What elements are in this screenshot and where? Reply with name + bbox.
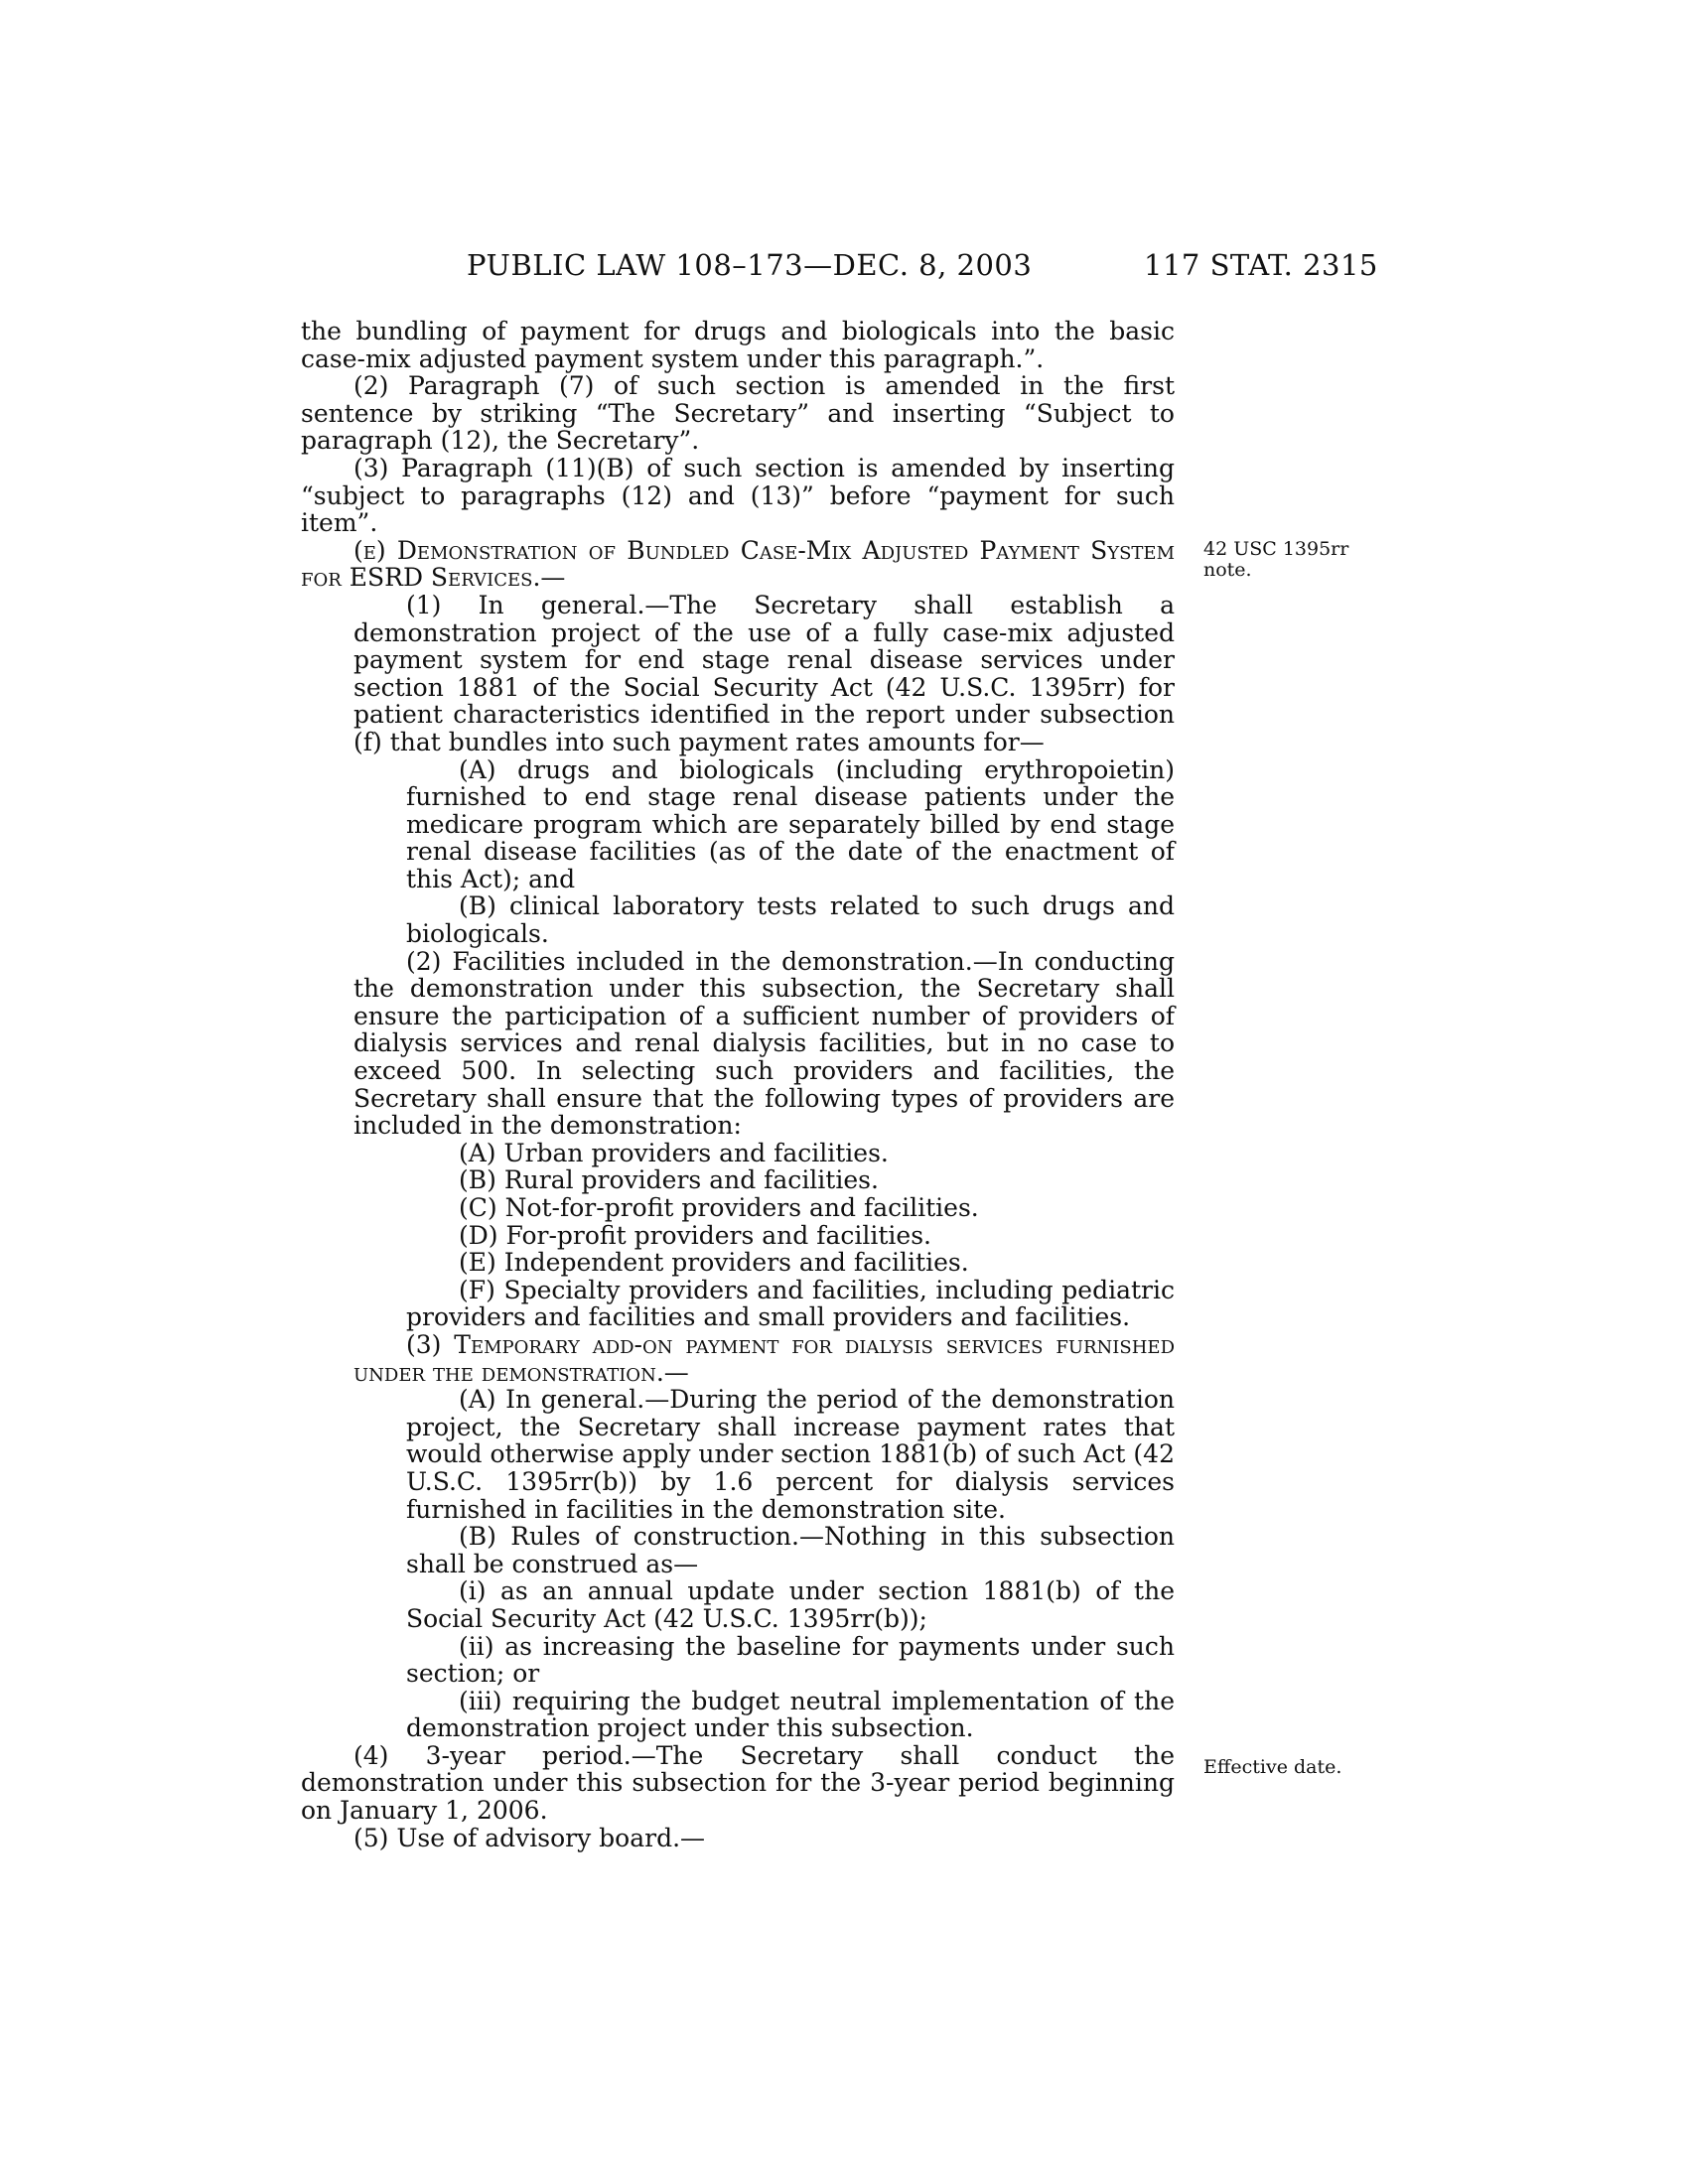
subparagraph-e1-B: (B) clinical laboratory tests related to such drugs and biologicals. — [406, 891, 1175, 949]
subsection-e-heading: (e) Demonstration of Bundled Case-Mix Adjusted Payment System for ESRD Services.— — [301, 535, 1175, 593]
subparagraph-e3-A: (A) In general.—During the period of the demonstration project, the Secretary shall increase payment rates that would otherwise apply under section 1881(b) of such Act (42 U.S.C. 1395rr(b)) by 1.6 percent for dialysis services furnished in facilities in the demonstration site. — [406, 1385, 1175, 1524]
clause-iii: (iii) requiring the budget neutral implementation of the demonstration project under this subsection. — [406, 1686, 1175, 1743]
subparagraph-e3-B: (B) Rules of construction.—Nothing in this subsection shall be construed as— — [406, 1522, 1175, 1578]
list-item-urban: (A) Urban providers and facilities. — [459, 1138, 889, 1167]
clause-i: (i) as an annual update under section 1881(b) of the Social Security Act (42 U.S.C. 1395rr(b)); — [406, 1576, 1175, 1633]
clause-ii: (ii) as increasing the baseline for payments under such section; or — [406, 1631, 1175, 1689]
running-head-page-ref: 117 STAT. 2315 — [1144, 248, 1378, 282]
margin-note-effective-date: Effective date. — [1203, 1756, 1342, 1778]
list-item-for-profit: (D) For-profit providers and facilities. — [459, 1220, 931, 1250]
list-item-not-for-profit: (C) Not-for-profit providers and facilities. — [459, 1193, 979, 1222]
margin-note-usc: 42 USC 1395rr note. — [1203, 538, 1349, 581]
paragraph-d2: (2) Paragraph (7) of such section is amended in the first sentence by striking “The Secretary” and inserting “Subject to paragraph (12), the Secretary”. — [301, 371, 1175, 456]
paragraph-continuation: the bundling of payment for drugs and biologicals into the basic case-mix adjusted payment system under this paragraph.”. — [301, 317, 1175, 373]
list-item-specialty: (F) Specialty providers and facilities, including pediatric providers and facilities and small providers and facilities. — [406, 1275, 1175, 1332]
list-item-rural: (B) Rural providers and facilities. — [459, 1165, 879, 1195]
paragraph-e1: (1) In general.—The Secretary shall establish a demonstration project of the use of a fully case-mix adjusted payment system for end stage renal disease services under section 1881 of the Social Security Act (42 U.S.C. 1395rr) for patient characteristics identified in the report under subsection (f) that bundles into such payment rates amounts for— — [353, 590, 1175, 756]
paragraph-e5: (5) Use of advisory board.— — [353, 1823, 706, 1852]
running-head-title: PUBLIC LAW 108–173—DEC. 8, 2003 — [467, 248, 1033, 282]
paragraph-e2: (2) Facilities included in the demonstration.—In conducting the demonstration under this subsection, the Secretary shall ensure the participation of a sufficient number of providers of dialysis services and renal dialysis facilities, but in no case to exceed 500. In selecting such providers and facilities, the Secretary shall ensure that the following types of providers are included in the demonstration: — [353, 946, 1175, 1141]
statute-body — [301, 318, 1175, 1851]
list-item-independent: (E) Independent providers and facilities. — [459, 1248, 969, 1278]
paragraph-e4: (4) 3-year period.—The Secretary shall conduct the demonstration under this subsection for the 3-year period beginning on January 1, 2006. — [301, 1740, 1175, 1826]
paragraph-e3-heading: (3) Temporary add-on payment for dialysis services furnished under the demonstration.— — [353, 1329, 1175, 1387]
paragraph-d3: (3) Paragraph (11)(B) of such section is amended by inserting “subject to paragraphs (12) and (13)” before “payment for such item”. — [301, 453, 1175, 538]
subparagraph-e1-A: (A) drugs and biologicals (including erythropoietin) furnished to end stage renal disease patients under the medicare program which are separately billed by end stage renal disease facilities (as of the date of the enactment of this Act); and — [406, 754, 1175, 893]
